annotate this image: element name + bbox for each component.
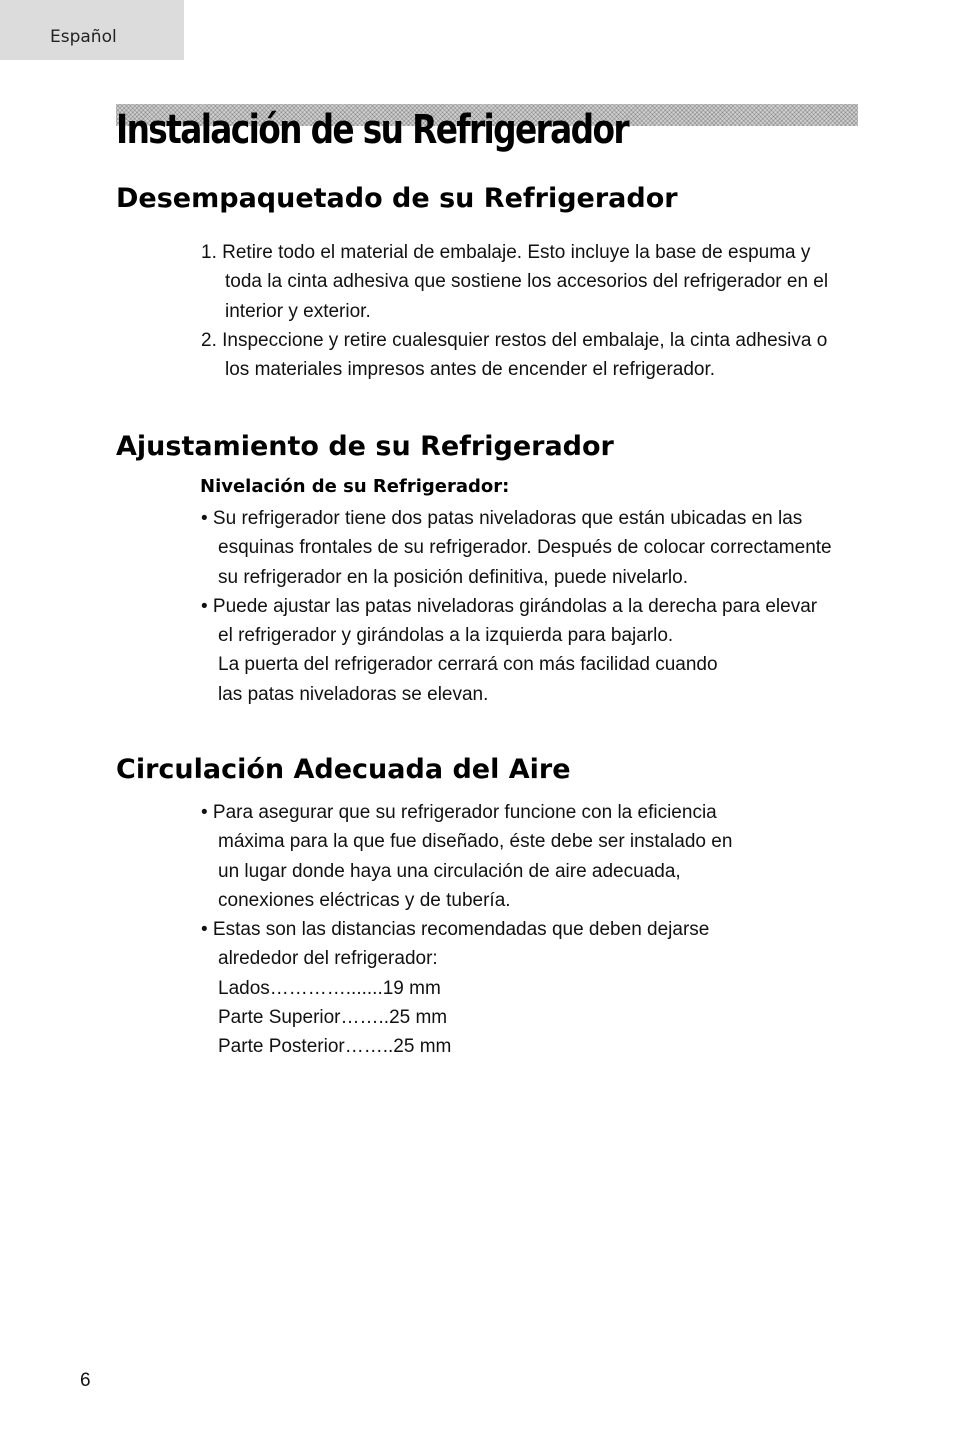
bullet-line: • Su refrigerador tiene dos patas niveladoras que están ubicadas en las: [201, 508, 803, 529]
page-number: 6: [80, 1370, 91, 1391]
step-line: 1. Retire todo el material de embalaje. Esto incluye la base de espuma y: [201, 242, 811, 263]
bullet-line: • Puede ajustar las patas niveladoras girándolas a la derecha para elevar: [201, 595, 818, 617]
bullet-line: La puerta del refrigerador cerrará con más facilidad cuando: [218, 654, 718, 676]
clearance-top: Parte Superior……..25 mm: [218, 1007, 448, 1029]
bullet-line: las patas niveladoras se elevan.: [218, 683, 489, 705]
section-heading-circulation: Circulación Adecuada del Aire: [116, 754, 571, 785]
clearance-sides: Lados………….......19 mm: [218, 977, 441, 999]
bullet-line: conexiones eléctricas y de tubería.: [218, 889, 511, 911]
step-line: los materiales impresos antes de encender el refrigerador.: [225, 359, 716, 381]
page-title: Instalación de su Refrigerador: [116, 107, 628, 153]
bullet-line: • Para asegurar que su refrigerador funcione con la eficiencia: [201, 802, 717, 823]
leveling-bullets: [201, 504, 832, 709]
step-line: 2. Inspeccione y retire cualesquier restos del embalaje, la cinta adhesiva o: [201, 329, 828, 351]
step-line: interior y exterior.: [225, 300, 371, 322]
step-line: toda la cinta adhesiva que sostiene los accesorios del refrigerador en el: [225, 271, 829, 293]
bullet-line: esquinas frontales de su refrigerador. Después de colocar correctamente: [218, 537, 832, 559]
section-heading-unpacking: Desempaquetado de su Refrigerador: [116, 183, 678, 214]
bullet-line: • Estas son las distancias recomendadas que deben dejarse: [201, 919, 710, 941]
language-label: Español: [50, 27, 117, 47]
bullet-line: su refrigerador en la posición definitiva, puede nivelarlo.: [218, 566, 688, 588]
language-tab: [0, 0, 184, 60]
subheading-leveling: Nivelación de su Refrigerador:: [200, 476, 510, 497]
bullet-line: máxima para la que fue diseñado, éste debe ser instalado en: [218, 831, 733, 853]
page-title-block: [116, 104, 858, 154]
bullet-line: alrededor del refrigerador:: [218, 948, 438, 970]
section-heading-adjusting: Ajustamiento de su Refrigerador: [116, 431, 614, 462]
unpacking-steps: [201, 238, 828, 384]
circulation-bullets: [201, 798, 732, 1062]
bullet-line: el refrigerador y girándolas a la izquierda para bajarlo.: [218, 625, 674, 647]
bullet-line: un lugar donde haya una circulación de aire adecuada,: [218, 860, 681, 882]
clearance-back: Parte Posterior……..25 mm: [218, 1036, 452, 1058]
